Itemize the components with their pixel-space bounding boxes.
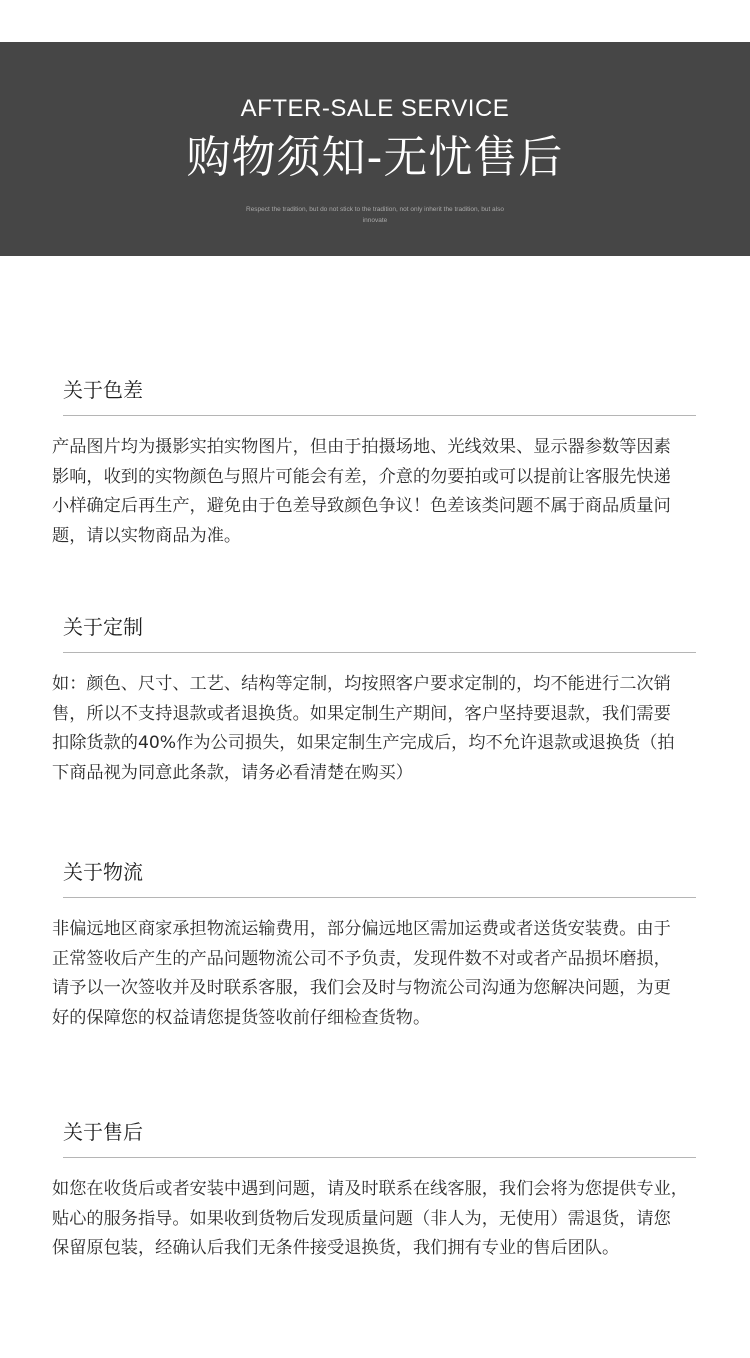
section-title: 关于物流 <box>63 860 143 884</box>
section-title: 关于售后 <box>63 1120 143 1144</box>
section-color-difference <box>52 375 712 551</box>
section-title: 关于定制 <box>63 615 143 639</box>
section-customization <box>52 612 712 788</box>
section-logistics <box>52 857 712 1033</box>
section-divider <box>63 1157 696 1158</box>
banner-title-cn: 购物须知-无忧售后 <box>186 132 564 183</box>
section-divider <box>63 897 696 898</box>
section-body: 非偏远地区商家承担物流运输费用，部分偏远地区需加运费或者送货安装费。由于 正常签收后产生的产品问题物流公司不予负责，发现件数不对或者产品损坏磨损， 请予以一次签收并及时联系客服，我们会及时与物流公司沟通为您解决问题，为更 好的保障您的权益请您提货签收前仔细检查货物。 <box>52 919 671 1028</box>
section-after-sale <box>52 1117 712 1264</box>
section-divider <box>63 415 696 416</box>
banner-tagline: Respect the tradition, but do not stick to the tradition, not only inherit the tradition, but also innovate <box>246 206 504 224</box>
section-body: 如您在收货后或者安装中遇到问题，请及时联系在线客服，我们会将为您提供专业， 贴心的服务指导。如果收到货物后发现质量问题（非人为，无使用）需退货，请您 保留原包装，经确认后我们无条件接受退换货，我们拥有专业的售后团队。 <box>52 1179 688 1259</box>
section-body: 产品图片均为摄影实拍实物图片，但由于拍摄场地、光线效果、显示器参数等因素 影响，收到的实物颜色与照片可能会有差，介意的勿要拍或可以提前让客服先快递 小样确定后再生产，避免由于色差导致颜色争议！色差该类问题不属于商品质量问 题，请以实物商品为准。 <box>52 437 671 546</box>
section-divider <box>63 652 696 653</box>
header-banner <box>0 42 750 256</box>
banner-title-en: AFTER-SALE SERVICE <box>240 95 510 122</box>
section-body: 如：颜色、尺寸、工艺、结构等定制，均按照客户要求定制的，均不能进行二次销 售，所以不支持退款或者退换货。如果定制生产期间，客户坚持要退款，我们需要 扣除货款的40%作为公司损失，如果定制生产完成后，均不允许退款或退换货（拍 下商品视为同意此条款，请务必看清楚在购买） <box>52 674 675 783</box>
section-title: 关于色差 <box>63 378 143 402</box>
